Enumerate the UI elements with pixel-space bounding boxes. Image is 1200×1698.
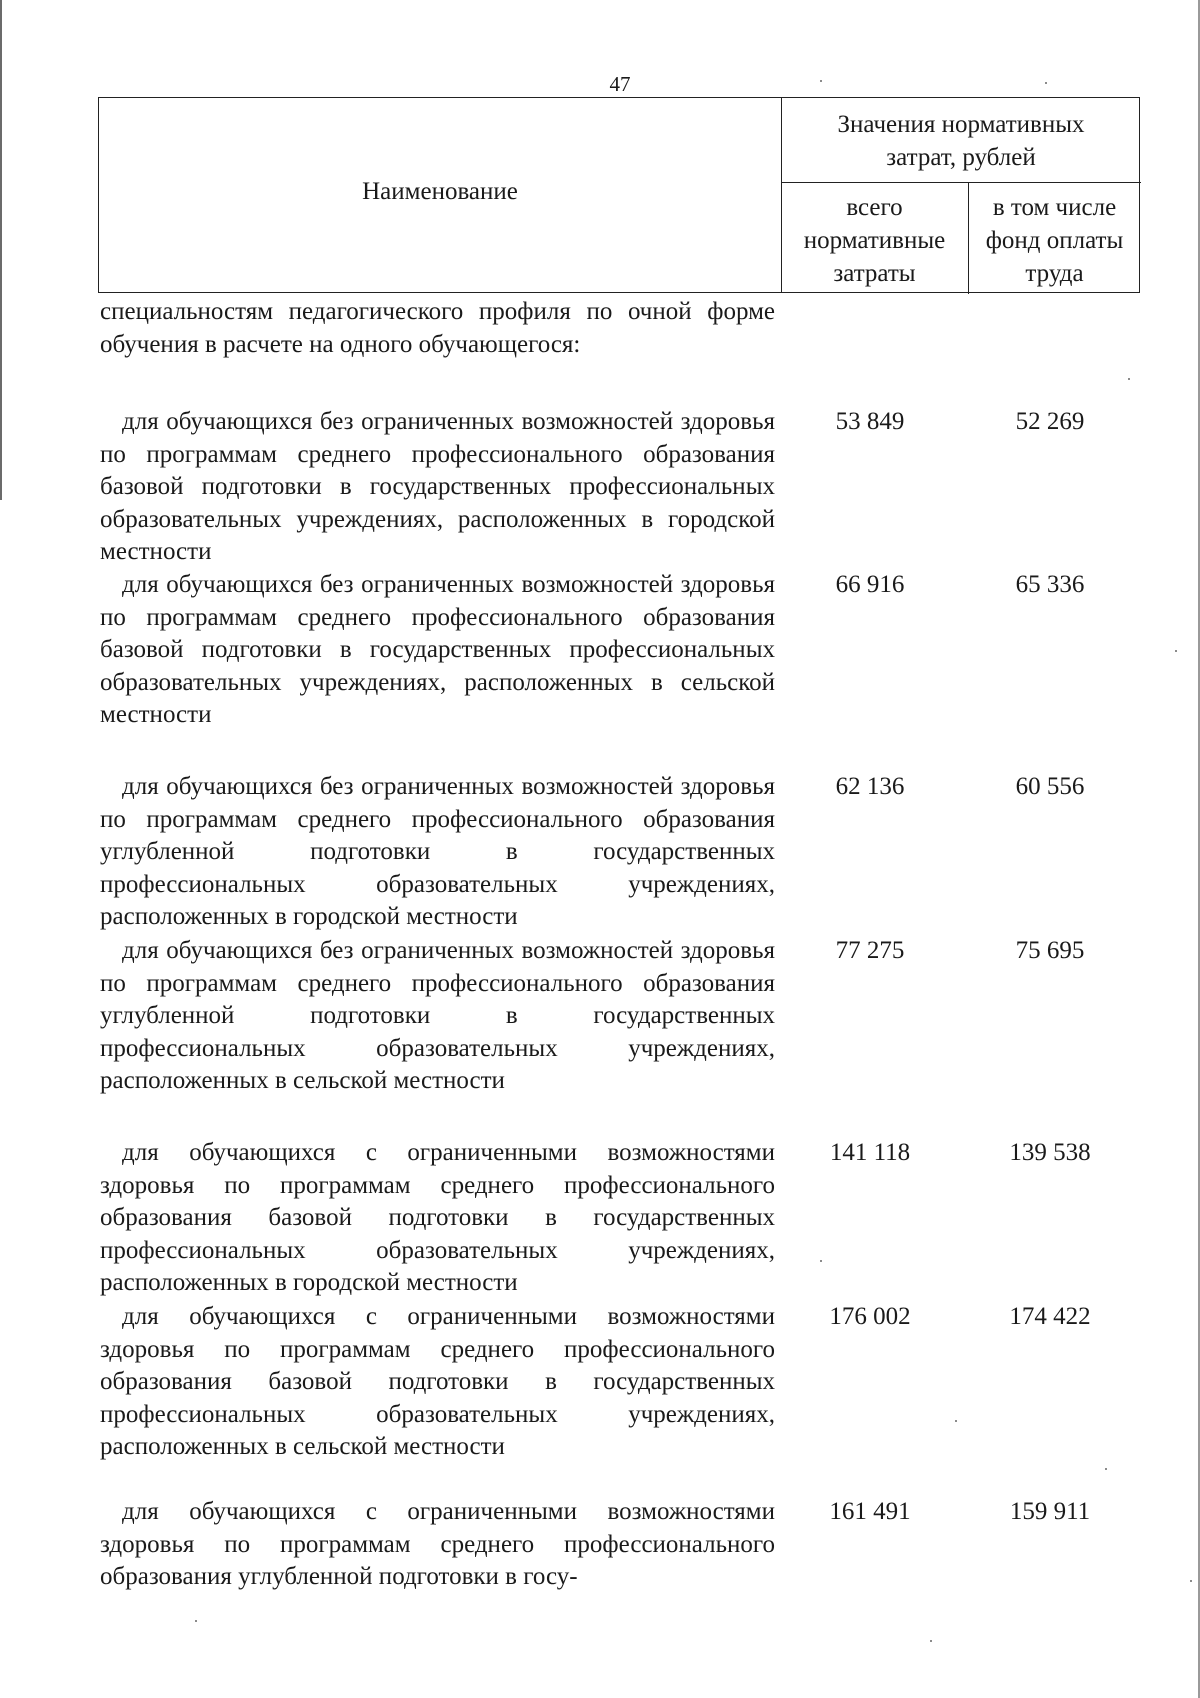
row-fund-value: 52 269 (1015, 408, 1085, 435)
scan-speck (1190, 1580, 1192, 1582)
header-values-column (781, 108, 1141, 174)
header-total-line: всего (846, 194, 903, 221)
intro-text: специальностям педагогического профиля по очной форме обучения в расчете на одного обучающегося: (100, 298, 775, 358)
row-total-value: 66 916 (835, 571, 905, 598)
row-fund-value: 75 695 (1015, 937, 1085, 964)
page-number: 47 (609, 72, 631, 96)
row-total-value: 77 275 (835, 937, 905, 964)
header-total-line: нормативные (803, 227, 946, 254)
row-name: для обучающихся без ограниченных возможностей здоровья по программам среднего профессионального образования базовой подготовки в государственных профессиональных образовательных учреждениях, расположенных в сельской местности (100, 571, 775, 728)
row-total-value: 62 136 (835, 773, 905, 800)
row-total-value: 176 002 (829, 1303, 911, 1330)
scan-speck (195, 1620, 197, 1622)
row-fund-value: 65 336 (1015, 571, 1085, 598)
scan-edge-left (0, 0, 2, 500)
header-total-column (781, 191, 968, 290)
header-total-line: затраты (833, 260, 916, 287)
header-values-line: Значения нормативных (837, 111, 1085, 138)
header-name-column: Наименование (362, 178, 518, 205)
scan-speck (1128, 378, 1130, 380)
scan-speck (1175, 650, 1177, 652)
row-fund-value: 159 911 (1009, 1498, 1091, 1525)
row-name: для обучающихся без ограниченных возможностей здоровья по программам среднего профессионального образования углубленной подготовки в государственных профессиональных образовательных учреждениях, расположенных в городской местности (100, 773, 775, 930)
row-fund-value: 60 556 (1015, 773, 1085, 800)
scan-speck (1105, 1468, 1107, 1470)
scan-speck (820, 1260, 822, 1262)
row-fund-value: 174 422 (1009, 1303, 1091, 1330)
row-fund-value: 139 538 (1009, 1139, 1091, 1166)
row-total-value: 161 491 (829, 1498, 911, 1525)
table-header (98, 97, 1140, 293)
row-name: для обучающихся с ограниченными возможностями здоровья по программам среднего профессионального образования базовой подготовки в государственных профессиональных образовательных учреждениях, расположенных в сельской местности (100, 1303, 775, 1460)
header-fund-line: труда (1025, 260, 1084, 287)
row-name: для обучающихся с ограниченными возможностями здоровья по программам среднего профессионального образования углубленной подготовки в госу- (100, 1498, 775, 1590)
header-values-line: затрат, рублей (886, 144, 1036, 171)
header-fund-line: в том числе (992, 194, 1117, 221)
row-total-value: 53 849 (835, 408, 905, 435)
header-fund-column (968, 191, 1141, 290)
scan-speck (820, 80, 822, 82)
scan-speck (1045, 82, 1047, 84)
scan-speck (930, 1640, 932, 1642)
row-name: для обучающихся без ограниченных возможностей здоровья по программам среднего профессионального образования базовой подготовки в государственных профессиональных образовательных учреждениях, расположенных в городской местности (100, 408, 775, 565)
header-row-divider (781, 182, 1141, 183)
row-name: для обучающихся с ограниченными возможностями здоровья по программам среднего профессионального образования базовой подготовки в государственных профессиональных образовательных учреждениях, расположенных в городской местности (100, 1139, 775, 1296)
row-total-value: 141 118 (829, 1139, 911, 1166)
row-name: для обучающихся без ограниченных возможностей здоровья по программам среднего профессионального образования углубленной подготовки в государственных профессиональных образовательных учреждениях, расположенных в сельской местности (100, 937, 775, 1094)
scan-speck (955, 1420, 957, 1422)
header-fund-line: фонд оплаты (985, 227, 1124, 254)
